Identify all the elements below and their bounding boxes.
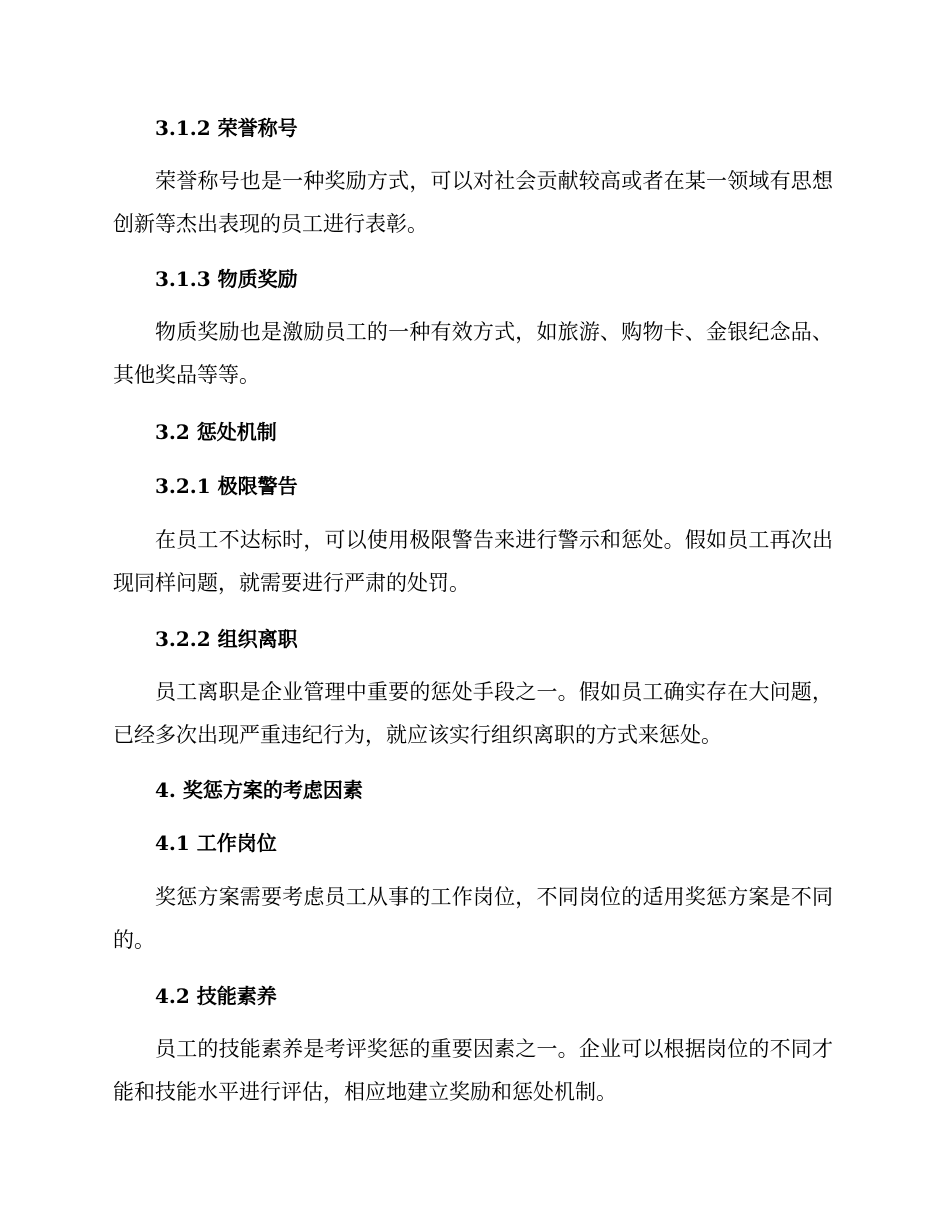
section-heading-3-1-3: 3.1.3 物质奖励 <box>155 267 298 291</box>
section-heading-4-1: 4.1 工作岗位 <box>155 831 277 855</box>
section-paragraph-3-2-2: 员工离职是企业管理中重要的惩处手段之一。假如员工确实存在大问题，已经多次出现严重违纪行为，就应该实行组织离职的方式来惩处。 <box>113 680 833 747</box>
section-paragraph-3-1-2: 荣誉称号也是一种奖励方式，可以对社会贡献较高或者在某一领域有思想创新等杰出表现的员工进行表彰。 <box>113 169 833 236</box>
section-heading-3-2: 3.2 惩处机制 <box>155 420 277 444</box>
section-paragraph-4-2: 员工的技能素养是考评奖惩的重要因素之一。企业可以根据岗位的不同才能和技能水平进行评估，相应地建立奖励和惩处机制。 <box>113 1037 833 1104</box>
section-heading-3-2-2: 3.2.2 组织离职 <box>155 627 298 651</box>
section-heading-4-2: 4.2 技能素养 <box>155 984 277 1008</box>
section-heading-4: 4. 奖惩方案的考虑因素 <box>155 778 363 802</box>
section-paragraph-4-1: 奖惩方案需要考虑员工从事的工作岗位，不同岗位的适用奖惩方案是不同的。 <box>113 885 833 952</box>
section-paragraph-3-2-1: 在员工不达标时，可以使用极限警告来进行警示和惩处。假如员工再次出现同样问题，就需要进行严肃的处罚。 <box>113 528 833 595</box>
section-paragraph-3-1-3: 物质奖励也是激励员工的一种有效方式，如旅游、购物卡、金银纪念品、其他奖品等等。 <box>113 320 833 387</box>
section-heading-3-2-1: 3.2.1 极限警告 <box>155 474 298 498</box>
section-heading-3-1-2: 3.1.2 荣誉称号 <box>155 116 298 140</box>
